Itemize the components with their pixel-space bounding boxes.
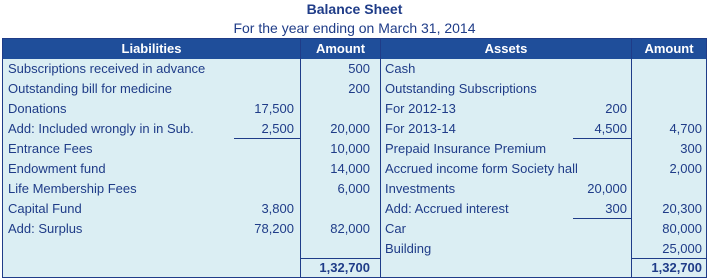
asset-amount: 300	[680, 141, 702, 156]
asset-amount: 25,000	[662, 241, 702, 256]
liability-sub-amount: 78,200	[254, 221, 294, 236]
liability-amount: 82,000	[330, 221, 370, 236]
asset-amount: 4,700	[669, 121, 702, 136]
total-assets: 1,32,700	[651, 260, 702, 275]
asset-sub-amount: 4,500	[594, 121, 627, 136]
column-divider	[380, 39, 381, 277]
asset-label: Outstanding Subscriptions	[385, 81, 537, 96]
liability-sub-amount: 17,500	[254, 101, 294, 116]
asset-amount: 80,000	[662, 221, 702, 236]
liability-label: Outstanding bill for medicine	[8, 81, 173, 96]
header-liabilities: Liabilities	[3, 39, 300, 59]
asset-label: Prepaid Insurance Premium	[385, 141, 547, 156]
balance-table	[2, 38, 707, 278]
liability-label: Endowment fund	[8, 161, 106, 176]
liability-label: Add: Surplus	[8, 221, 83, 236]
liability-sub-amount: 3,800	[261, 201, 294, 216]
liability-sub-amount: 2,500	[261, 121, 294, 136]
asset-label: Add: Accrued interest	[385, 201, 509, 216]
liability-amount: 20,000	[330, 121, 370, 136]
sheet-subtitle: For the year ending on March 31, 2014	[233, 20, 476, 36]
asset-label: For 2012-13	[385, 101, 456, 116]
asset-sub-amount: 200	[605, 101, 627, 116]
asset-label: Building	[385, 241, 432, 256]
total-liabilities: 1,32,700	[319, 260, 370, 275]
asset-amount: 2,000	[669, 161, 702, 176]
header-assets: Assets	[381, 39, 631, 59]
asset-label: Car	[385, 221, 406, 236]
liability-amount: 200	[348, 81, 370, 96]
asset-label: For 2013-14	[385, 121, 456, 136]
liability-amount: 6,000	[337, 181, 370, 196]
liability-amount: 14,000	[330, 161, 370, 176]
liability-label: Life Membership Fees	[8, 181, 137, 196]
liability-label: Subscriptions received in advance	[8, 61, 206, 76]
asset-label: Accrued income form Society hall	[385, 161, 578, 176]
header-amount-left: Amount	[301, 39, 380, 59]
asset-sub-amount: 20,000	[587, 181, 627, 196]
sheet-title: Balance Sheet	[306, 1, 403, 17]
asset-amount: 20,300	[662, 201, 702, 216]
liability-amount: 10,000	[330, 141, 370, 156]
liability-amount: 500	[348, 61, 370, 76]
asset-label: Cash	[385, 61, 416, 76]
liability-label: Add: Included wrongly in in Sub.	[8, 121, 194, 136]
header-amount-right: Amount	[632, 39, 706, 59]
liability-label: Capital Fund	[8, 201, 82, 216]
liability-label: Donations	[8, 101, 67, 116]
liability-label: Entrance Fees	[8, 141, 93, 156]
asset-sub-amount: 300	[605, 201, 627, 216]
asset-label: Investments	[385, 181, 456, 196]
